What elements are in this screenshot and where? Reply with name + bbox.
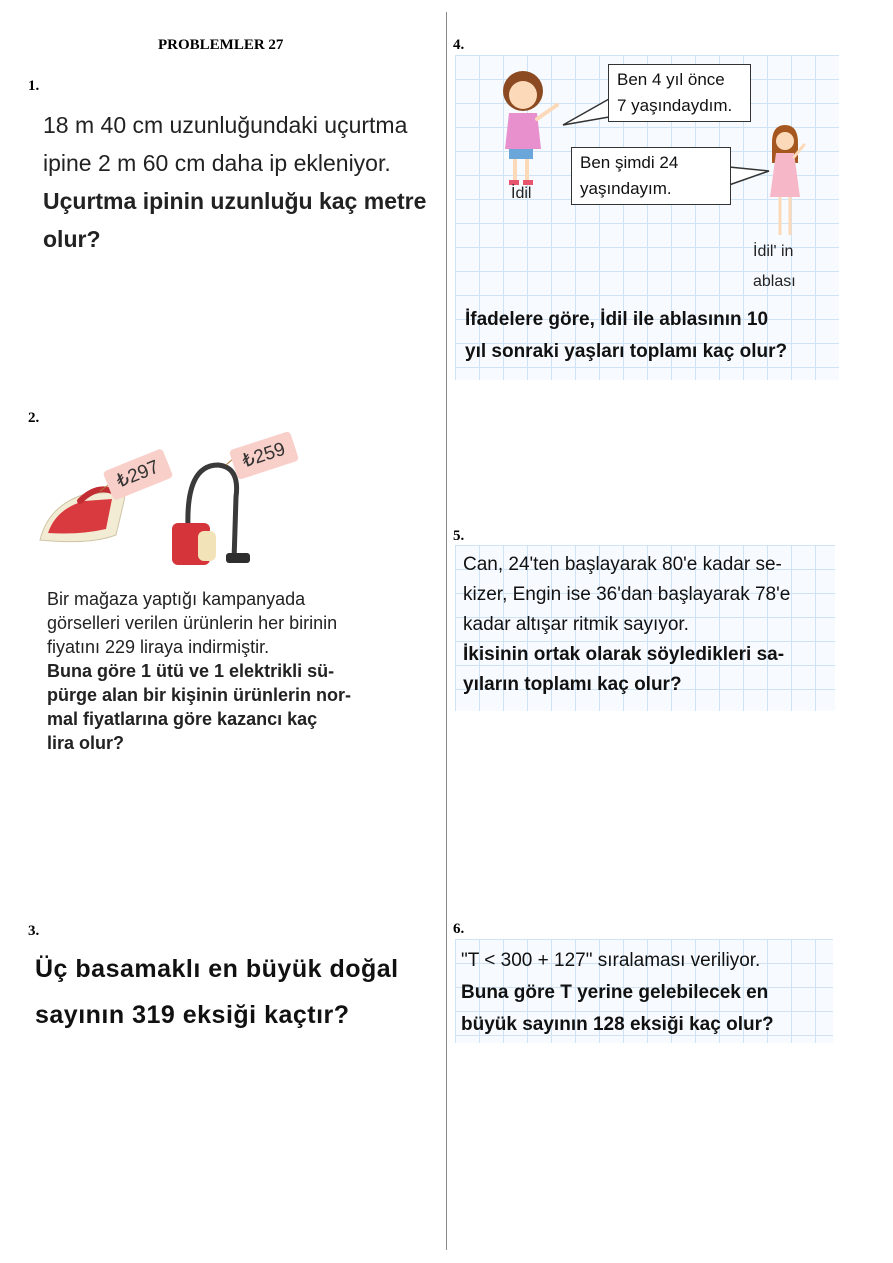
problem-5-line: Can, 24'ten başlayarak 80'e kadar se-	[463, 554, 782, 575]
iron-price-tag: ₺297	[103, 448, 174, 501]
problem-6-text	[461, 945, 831, 1041]
problem-1-question-line: Uçurtma ipinin uzunluğu kaç metre	[43, 188, 427, 214]
problem-6-question-line: büyük sayının 128 eksiği kaç olur?	[461, 1014, 774, 1035]
problem-2-line: fiyatını 229 liraya indirmiştir.	[47, 637, 270, 657]
problem-2-number: 2.	[28, 410, 40, 426]
problem-5-question-line: İkisinin ortak olarak söyledikleri sa-	[463, 644, 785, 665]
problem-3-question-line: sayının 319 eksiği kaçtır?	[35, 1001, 350, 1029]
problem-6-line: "T < 300 + 127" sıralaması veriliyor.	[461, 950, 761, 971]
bubble-line: 7 yaşındaydım.	[617, 96, 733, 115]
problem-2-question-line: Buna göre 1 ütü ve 1 elektrikli sü-	[47, 661, 335, 681]
problem-6-number: 6.	[453, 921, 465, 937]
problem-6-panel	[455, 939, 833, 1043]
problem-4-question-line: İfadelere göre, İdil ile ablasının 10	[465, 309, 769, 330]
column-divider	[446, 12, 447, 1250]
problem-3-number: 3.	[28, 923, 40, 939]
sister-speech-bubble	[571, 147, 731, 205]
problem-3-text	[35, 946, 420, 1038]
vacuum-price-tag: ₺259	[229, 431, 299, 480]
problem-5-text	[463, 550, 833, 700]
sister-label-line: İdil' in	[753, 243, 794, 260]
problem-4-panel	[455, 55, 839, 380]
bubble-line: Ben 4 yıl önce	[617, 70, 725, 89]
problem-2-question-line: lira olur?	[47, 733, 125, 753]
problem-2-line: görselleri verilen ürünlerin her birinin	[47, 613, 338, 633]
idil-label: İdil	[511, 185, 532, 202]
problem-3-question-line: Üç basamaklı en büyük doğal	[35, 955, 399, 983]
problem-6-question-line: Buna göre T yerine gelebilecek en	[461, 982, 769, 1003]
bubble-line: yaşındayım.	[580, 179, 672, 198]
problem-2-question-line: pürge alan bir kişinin ürünlerin nor-	[47, 685, 352, 705]
problem-1-question-line: olur?	[43, 226, 101, 252]
sister-label	[753, 237, 796, 297]
problem-5-line: kizer, Engin ise 36'dan başlayarak 78'e	[463, 584, 791, 605]
problem-4-number: 4.	[453, 37, 465, 53]
problem-1-line: ipine 2 m 60 cm daha ip ekleniyor.	[43, 150, 391, 176]
problem-1-line: 18 m 40 cm uzunluğundaki uçurtma	[43, 112, 408, 138]
bubble-line: Ben şimdi 24	[580, 153, 679, 172]
problem-2-line: Bir mağaza yaptığı kampanyada	[47, 589, 306, 609]
idil-speech-bubble	[608, 64, 751, 122]
problem-4-question-line: yıl sonraki yaşları toplamı kaç olur?	[465, 341, 788, 362]
problem-1-number: 1.	[28, 78, 40, 94]
problem-5-panel	[455, 545, 835, 711]
problem-5-line: kadar altışar ritmik sayıyor.	[463, 614, 689, 635]
problem-4-question	[465, 304, 835, 368]
problem-1-text	[43, 106, 428, 258]
problem-2-text	[47, 587, 373, 755]
problem-5-question-line: yıların toplamı kaç olur?	[463, 674, 682, 695]
sister-label-line: ablası	[753, 273, 796, 290]
problem-5-number: 5.	[453, 528, 465, 544]
problem-2-question-line: mal fiyatlarına göre kazancı kaç	[47, 709, 318, 729]
page-title: PROBLEMLER 27	[158, 37, 284, 53]
